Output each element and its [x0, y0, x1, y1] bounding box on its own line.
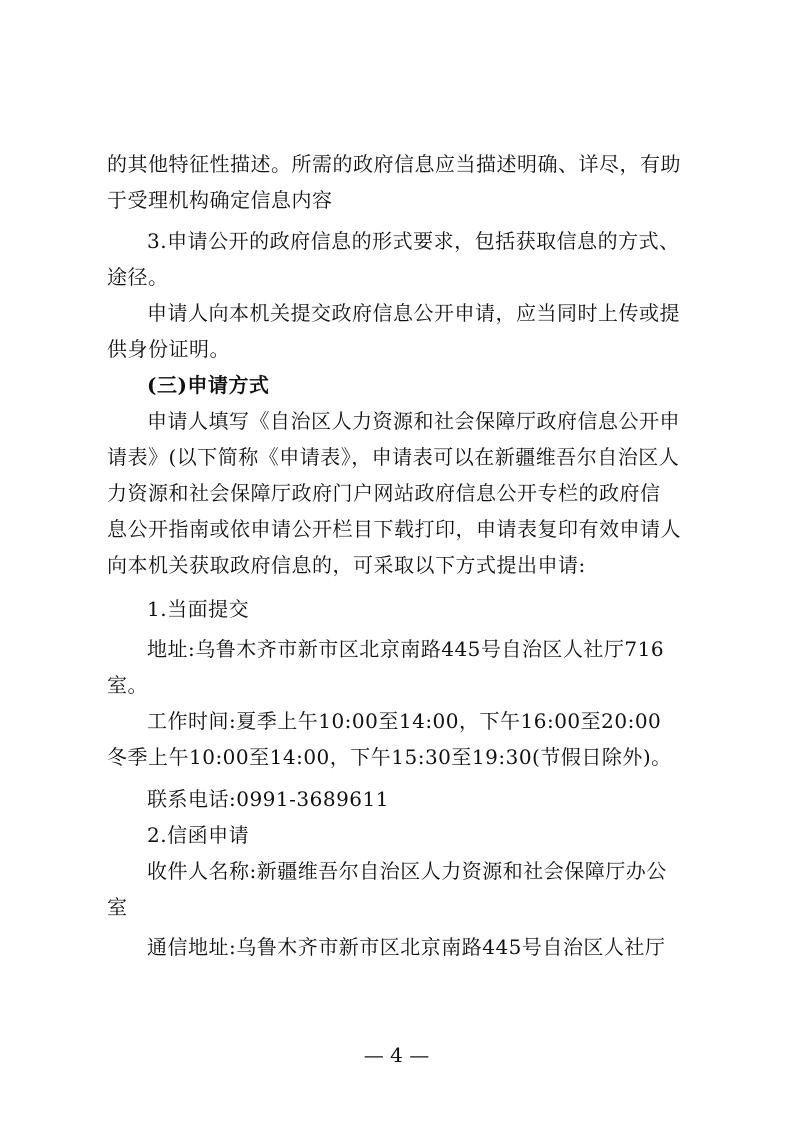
subsection-heading: 1.当面提交: [147, 597, 250, 621]
paragraph-line: 室: [107, 895, 128, 919]
paragraph-line: 收件人名称:新疆维吾尔自治区人力资源和社会保障厅办公: [147, 859, 667, 883]
paragraph-line: 通信地址:乌鲁木齐市新市区北京南路445号自治区人社厅: [147, 935, 666, 959]
section-heading: (三)申请方式: [147, 373, 270, 397]
paragraph-line: 联系电话:0991-3689611: [147, 787, 389, 811]
paragraph-line: 供身份证明。: [107, 337, 230, 361]
paragraph-line: 室。: [107, 673, 148, 697]
paragraph-line: 请表》(以下简称《申请表》，申请表可以在新疆维吾尔自治区人: [107, 445, 680, 469]
paragraph-line: 3.申请公开的政府信息的形式要求，包括获取信息的方式、: [147, 229, 680, 253]
page-number: — 4 —: [363, 1043, 430, 1067]
paragraph-line: 于受理机构确定信息内容: [107, 188, 333, 212]
paragraph-line: 的其他特征性描述。所需的政府信息应当描述明确、详尽，有助: [107, 152, 681, 176]
paragraph-line: 冬季上午10:00至14:00，下午15:30至19:30(节假日除外)。: [107, 745, 672, 769]
paragraph-line: 地址:乌鲁木齐市新市区北京南路445号自治区人社厅716: [147, 637, 665, 661]
subsection-heading: 2.信函申请: [147, 823, 250, 847]
paragraph-line: 工作时间:夏季上午10:00至14:00，下午16:00至20:00: [147, 709, 662, 733]
paragraph-line: 向本机关获取政府信息的，可采取以下方式提出申请:: [107, 553, 586, 577]
paragraph-line: 申请人向本机关提交政府信息公开申请，应当同时上传或提: [147, 301, 680, 325]
paragraph-line: 力资源和社会保障厅政府门户网站政府信息公开专栏的政府信: [107, 481, 661, 505]
paragraph-line: 息公开指南或依申请公开栏目下载打印，申请表复印有效申请人: [107, 517, 681, 541]
paragraph-line: 途径。: [107, 265, 169, 289]
paragraph-line: 申请人填写《自治区人力资源和社会保障厅政府信息公开申: [147, 409, 680, 433]
